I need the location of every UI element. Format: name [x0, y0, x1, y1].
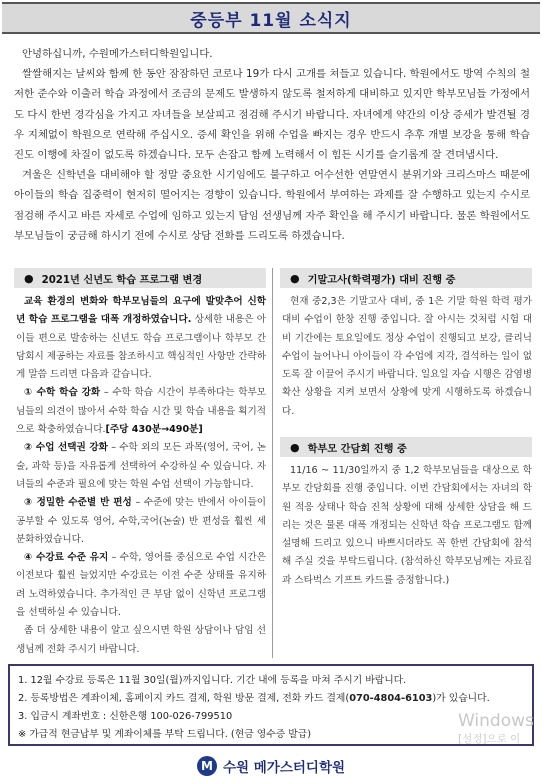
program-item-1-title: ① 수학 학습 강화 [24, 387, 101, 399]
watermark-line-1: Windows [458, 711, 534, 731]
program-item-1-tail: [주당 430분→490분] [105, 424, 203, 436]
parent-meeting-heading-text: 학부모 간담회 진행 중 [307, 443, 407, 455]
intro-section [14, 44, 530, 246]
exam-prep-text: 현재 중2,3은 기말고사 대비, 중 1은 기말 학원 학력 평가 대비 수업이 한창 진행 중입니다. 잘 아시는 것처럼 시험 대비 기간에는 토요일에도 정상 수업이 진행되고 보강, 클리닉 수업이 늘어나니 아이들이 각 수업에 지각, 결석하는 일이 없도록 잘 이끌어 주시기 바랍니다. 일요일 자습 시행은 감염병 확산 상황을 지켜 보면서 상황에 맞게 시행하도록 하겠습니다. [282, 296, 532, 417]
parent-meeting-text: 11/16 ~ 11/30일까지 중 1,2 학부모님들을 대상으로 학부모 간담회를 진행 중입니다. 이번 간담회에서는 자녀의 학원 적응 상태나 학습 진척 상황에 대해 상세한 상담을 해 드리는 것은 물론 대폭 개정되는 신학년 학습 프로그램도 함께 설명해 드리고 있으니 바쁘시더라도 꼭 한번 간담회에 참석해 주실 것을 부탁드립니다. (참석하신 학부모님께는 자료집과 스타벅스 기프트 카드를 증정합니다.) [282, 465, 532, 586]
page-title: 중등부 11월 소식지 [190, 10, 352, 31]
program-item-3 [16, 494, 266, 549]
intro-paragraph-2: 겨울은 신학년을 대비해야 할 정말 중요한 시기임에도 불구하고 어수선한 연말연시 분위기와 크리스마스 때문에 아이들의 학습 집중력이 현저히 떨어지는 경향이 있습니다. 학원에서 부여하는 과제를 잘 수행하고 있는지 수시로 점검해 주시고 바른 자세로 수업에 임하고 있는지 담임 선생님께 자주 확인을 해 주시기 바랍니다. 물론 학원에서도 부모님들이 궁금해 하시기 전에 수시로 상담 전화를 드리도록 하겠습니다. [14, 169, 530, 242]
program-change-heading-text: 2021년 신년도 학습 프로그램 변경 [41, 274, 203, 286]
notice-line-2-start: 2. 등록방법은 계좌이체, 홈페이지 카드 결제, 학원 방문 결제, 전화 카드 결제( [18, 693, 350, 704]
program-item-2-text: – 수학 외의 모든 과목(영어, 국어, 논술, 과학 등)을 자유롭게 선택하여 수강하실 수 있습니다. 자녀들의 수준과 필요에 맞는 학원 수업 선택이 가능합니다. [16, 442, 267, 490]
notice-line-2-end: )가 있습니다. [432, 693, 490, 704]
windows-activation-watermark [458, 710, 534, 746]
academy-logo-icon: M [197, 756, 217, 776]
watermark-line-2: [설정]으로 이 [458, 733, 521, 745]
registration-notice-box [8, 664, 534, 746]
program-item-1-text: – 수학 학습 시간이 부족하다는 학부모님들의 의견이 많아서 수학 학습 시간 및 학습 내용을 획기적으로 확충하였습니다. [16, 387, 267, 436]
program-change-heading [14, 268, 266, 288]
program-item-4 [16, 549, 266, 622]
column-divider [272, 268, 273, 658]
notice-line-3: 3. 입금시 계좌번호 : 신한은행 100-026-799510 [18, 711, 233, 722]
notice-line-1: 1. 12월 수강료 등록은 11월 30일(월)까지입니다. 기간 내에 등록을 마쳐 주시기 바랍니다. [18, 675, 407, 686]
intro-paragraph-1: 쌀쌀해지는 날씨와 함께 한 동안 잠잠하던 코로나 19가 다시 고개를 쳐들고 있습니다. 학원에서도 방역 수칙의 철저한 준수와 이출러 학습 과정에서 조금의 문제도 발생하지 않도록 철저하게 대비하고 있지만 학부모님들 가정에서도 다시 한번 경각심을 가지고 자녀들을 보살피고 점검해 주시기 바랍니다. 자녀에게 약간의 이상 증세가 발견될 경우 지체없이 학원으로 연락해 주십시오. 증세 확인을 위해 수업을 빠지는 경우 반드시 추후 개별 보강을 통해 학습 진도 이행에 차질이 없도록 하겠습니다. 모두 손잡고 함께 노력해서 이 힘든 시기를 슬기롭게 잘 견뎌냅시다. [14, 68, 530, 162]
program-change-body [16, 293, 266, 659]
exam-prep-heading [280, 268, 532, 288]
program-item-2 [16, 439, 266, 494]
program-item-3-title: ③ 정밀한 수준별 반 편성 [24, 497, 132, 509]
program-lead [16, 293, 266, 384]
program-lead-bold: 교육 환경의 변화와 학부모님들의 요구에 발맞추어 신학년 학습 프로그램을 대폭 개정하였습니다. [16, 296, 266, 326]
exam-prep-body [282, 293, 532, 421]
exam-prep-heading-text: 기말고사(학력평가) 대비 진행 중 [307, 274, 456, 286]
parent-meeting-heading [280, 437, 532, 457]
program-item-4-text: – 수학, 영어를 중심으로 수업 시간은 이전보다 훨씬 늘었지만 수강료는 이전 수준 상태를 유지하려 노력하였습니다. 추가적인 큰 부담 없이 신학년 프로그램을 선택하실 수 있습니다. [16, 552, 267, 619]
newsletter-title-bar [2, 2, 540, 34]
bullet-icon: ● [290, 271, 300, 285]
program-item-3-text: – 수준에 맞는 반에서 아이들이 공부할 수 있도록 영어, 수학,국어(논술) 반 편성을 훨씬 세분화하였습니다. [16, 497, 266, 545]
greeting-text: 안녕하십니까, 수원메가스터디학원입니다. [22, 48, 213, 60]
bullet-icon: ● [290, 440, 300, 454]
bullet-icon: ● [24, 271, 34, 285]
notice-line-2 [18, 690, 524, 708]
program-item-2-title: ② 수업 선택권 강화 [24, 442, 108, 454]
footer [0, 752, 542, 779]
program-lead-rest: 상세한 내용은 아이들 편으로 발송하는 신년도 학습 프로그램이나 학부모 간담회시 제공하는 자료를 참조하시고 핵심적인 사항만 간략하게 말씀 드리면 다음과 같습니다. [16, 314, 266, 381]
notice-line-4: ※ 가급적 현금납부 및 계좌이체를 부탁 드립니다. (현금 영수증 발급) [18, 729, 312, 740]
program-item-1 [16, 384, 266, 439]
program-closing: 좀 더 상세한 내용이 알고 싶으시면 학원 상담이나 담임 선생님께 전화 주시기 바랍니다. [16, 625, 266, 655]
program-item-4-title: ④ 수강료 수준 유지 [24, 552, 109, 564]
academy-name: 수원 메가스터디학원 [222, 759, 346, 776]
notice-phone-number: 070-4804-6103 [349, 693, 433, 704]
parent-meeting-body [282, 462, 532, 590]
